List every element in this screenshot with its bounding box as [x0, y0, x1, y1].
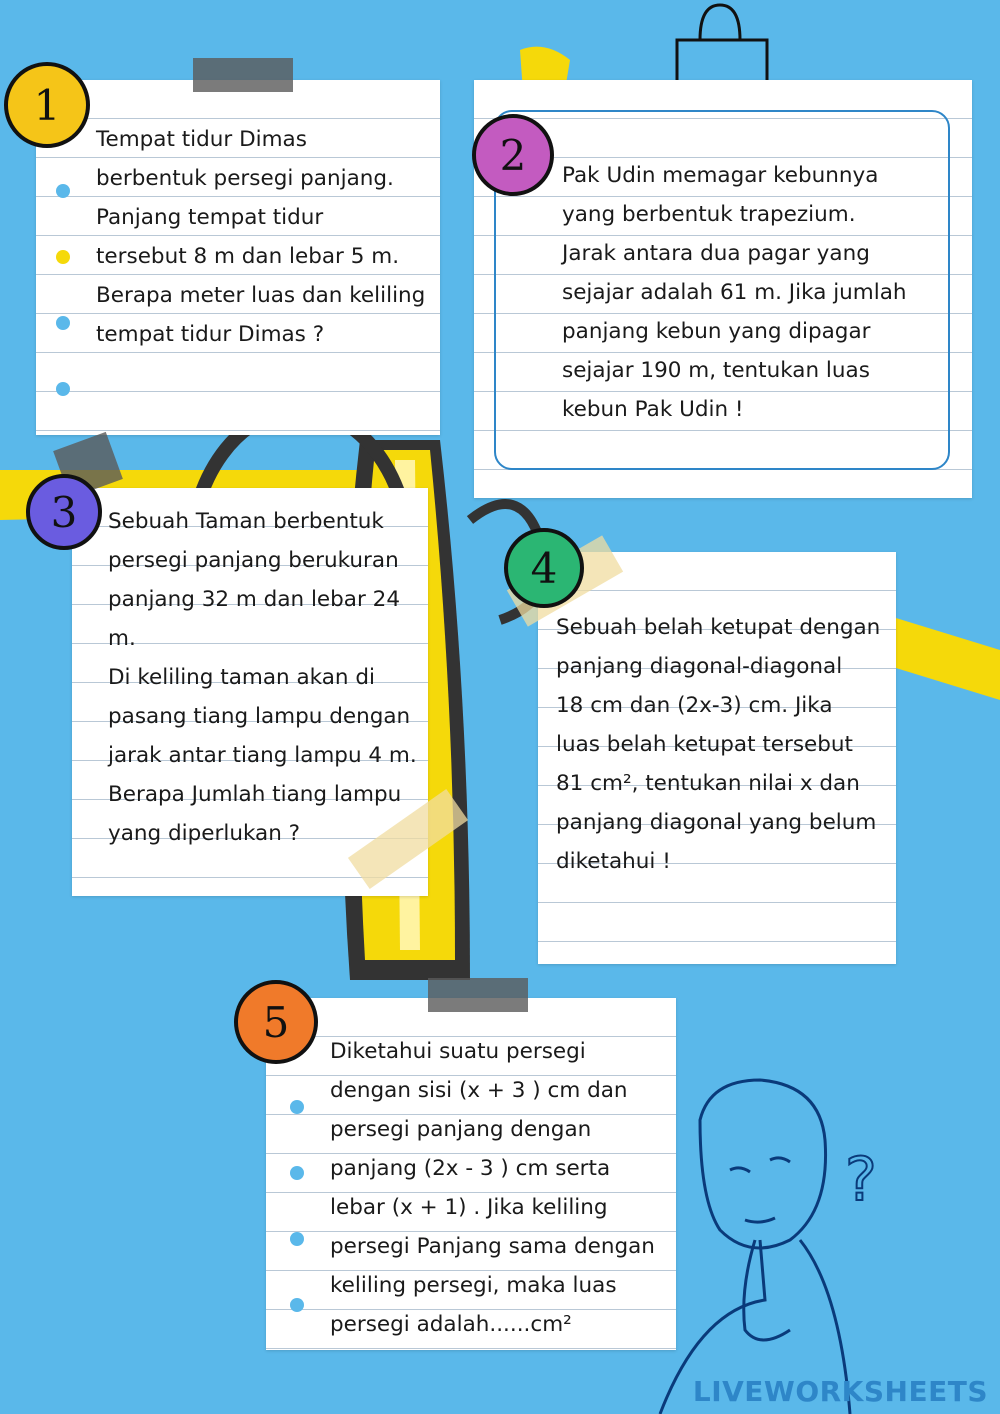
binder-hole — [56, 250, 70, 264]
binder-hole — [56, 184, 70, 198]
binder-hole — [290, 1232, 304, 1246]
badge-number: 3 — [50, 487, 78, 537]
problem-text-4: Sebuah belah ketupat dengan panjang diagonal-diagonal 18 cm dan (2x-3) cm. Jika luas belah ketupat tersebut 81 cm², tentukan nilai x dan panjang diagonal yang belum diketahui ! — [556, 615, 881, 874]
brand-logo[interactable]: LIVEWORKSHEETS — [692, 1375, 988, 1408]
badge-number: 5 — [262, 997, 290, 1047]
problem-text-1: Tempat tidur Dimas berbentuk persegi panjang. Panjang tempat tidur tersebut 8 m dan lebar 5 m. Berapa meter luas dan keliling tempat tidur Dimas ? — [96, 127, 426, 347]
problem-text-3: Sebuah Taman berbentuk persegi panjang berukuran panjang 32 m dan lebar 24 m. Di keliling taman akan di pasang tiang lampu dengan jarak antar tiang lampu 4 m. Berapa Jumlah tiang lampu yang diperlukan ? — [108, 509, 417, 846]
number-badge-4 — [504, 528, 584, 608]
binder-hole — [56, 382, 70, 396]
binder-hole — [290, 1298, 304, 1312]
number-badge-3 — [26, 474, 102, 550]
tape — [193, 58, 293, 92]
question-mark-icon: ? — [845, 1145, 877, 1215]
badge-number: 1 — [33, 80, 61, 130]
problem-text-2: Pak Udin memagar kebunnya yang berbentuk trapezium. Jarak antara dua pagar yang sejajar adalah 61 m. Jika jumlah panjang kebun yang dipagar sejajar 190 m, tentukan luas kebun Pak Udin ! — [562, 163, 907, 422]
binder-hole — [56, 316, 70, 330]
badge-number: 4 — [530, 543, 558, 593]
number-badge-2 — [472, 114, 554, 196]
thinking-person-icon — [660, 1080, 850, 1414]
binder-hole — [290, 1100, 304, 1114]
problem-text-5: Diketahui suatu persegi dengan sisi (x + 3 ) cm dan persegi panjang dengan panjang (2x - 3 ) cm serta lebar (x + 1) . Jika keliling persegi Panjang sama dengan keliling persegi, maka luas persegi adalah......cm² — [330, 1039, 655, 1337]
badge-number: 2 — [499, 130, 527, 180]
number-badge-1 — [4, 62, 90, 148]
number-badge-5 — [234, 980, 318, 1064]
tape — [428, 978, 528, 1012]
binder-hole — [290, 1166, 304, 1180]
